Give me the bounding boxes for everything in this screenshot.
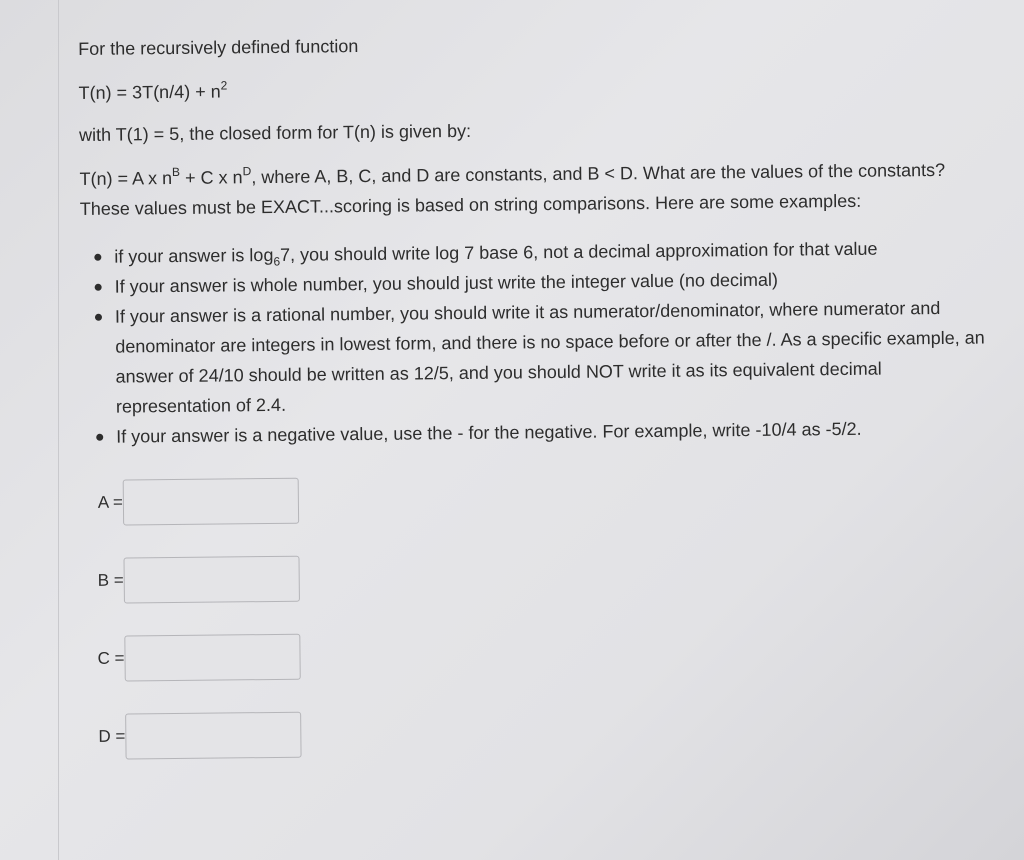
- recurrence-formula-exponent: 2: [220, 78, 228, 93]
- closed-form-part-a: T(n) = A x n: [79, 168, 173, 189]
- answer-input-b[interactable]: [123, 556, 299, 604]
- initial-condition: with T(1) = 5, the closed form for T(n) is given by:: [78, 120, 472, 145]
- instruction-log-subscript: 6: [273, 254, 281, 269]
- answer-label-d: D =: [98, 726, 126, 746]
- instruction-list: [80, 232, 1002, 452]
- recurrence-formula-base: T(n) = 3T(n/4) + n: [78, 81, 221, 103]
- closed-form-part-b: + C x n: [179, 167, 243, 188]
- answer-row-b: [83, 546, 1003, 606]
- closed-form-description: [79, 154, 1000, 224]
- answer-row-d: [85, 702, 1005, 762]
- recurrence-formula: [78, 68, 998, 108]
- instruction-item-negative: If your answer is a negative value, use the - for the negative. For example, write -10/4 as -5/2.: [96, 412, 1002, 451]
- answer-row-c: [84, 624, 1004, 684]
- instruction-item-whole-number: If your answer is whole number, you should just write the integer value (no decimal): [94, 262, 1000, 301]
- closed-form-exponent-d: D: [242, 164, 252, 179]
- answer-label-b: B =: [97, 570, 124, 590]
- question-intro: For the recursively defined function: [78, 36, 359, 59]
- answer-label-c: C =: [97, 648, 125, 668]
- closed-form-part-c: , where A, B, C, and D are constants, and B < D. What are the values of the constants? These values must be EXACT...scoring is based on string comparisons. Here are some examples:: [79, 159, 946, 219]
- closed-form-exponent-b: B: [171, 164, 181, 180]
- answer-input-a[interactable]: [123, 478, 299, 526]
- instruction-item-rational: If your answer is a rational number, you should write it as numerator/denominator, where numerator and denominator are integers in lowest form, and there is no space before or after the /. As a specific example, an answer of 24/10 should be written as 12/5, and you should NOT write it as its equivalent decimal representation of 2.4.: [95, 292, 1002, 421]
- answer-input-c[interactable]: [124, 634, 300, 682]
- instruction-log-text-b: 7, you should write log 7 base 6, not a decimal approximation for that value: [279, 238, 878, 265]
- answer-row-a: [83, 468, 1003, 528]
- answer-section: [83, 468, 1006, 762]
- question-content: [78, 24, 1006, 790]
- answer-label-a: A =: [97, 492, 124, 512]
- page-edge-divider: [58, 0, 59, 860]
- answer-input-d[interactable]: [125, 712, 301, 760]
- instruction-log-text-a: if your answer is log: [114, 244, 274, 267]
